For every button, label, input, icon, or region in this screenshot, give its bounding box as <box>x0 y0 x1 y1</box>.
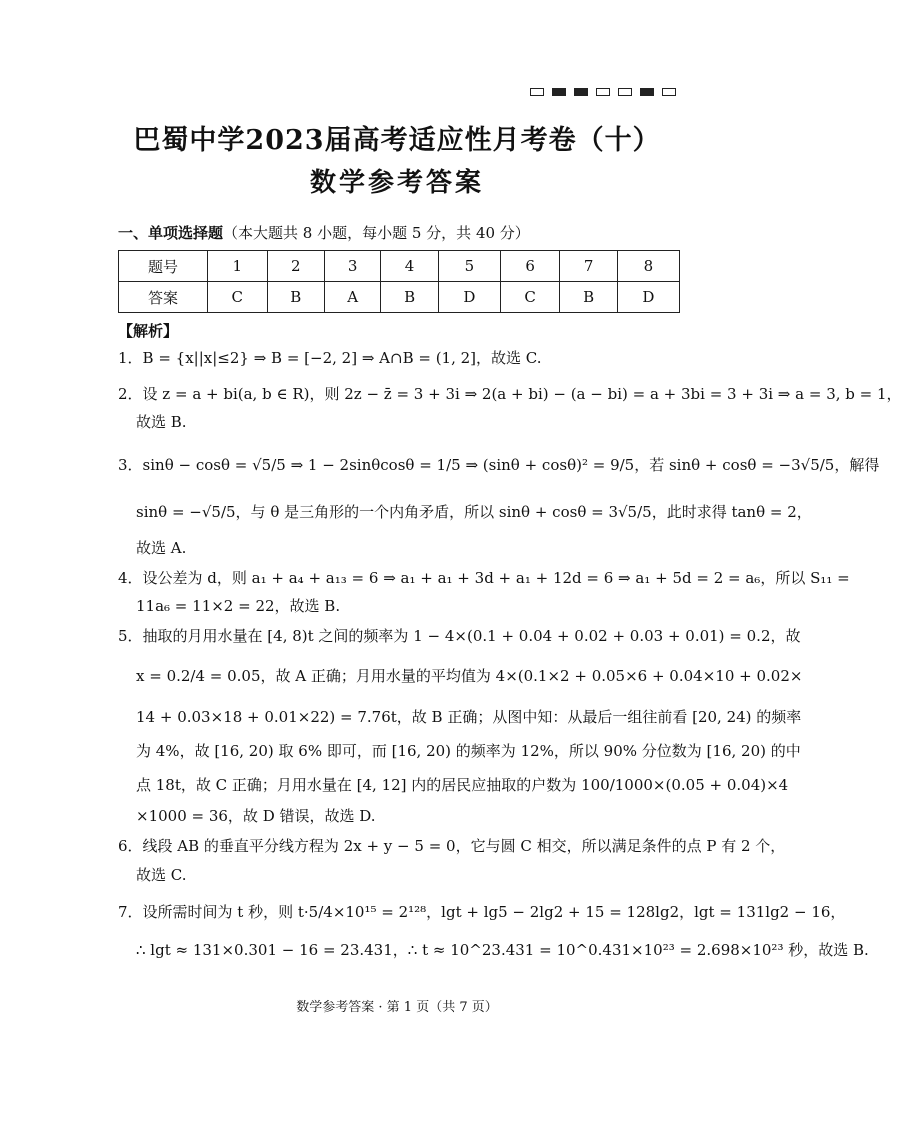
solution-7-line: 7．设所需时间为 t 秒，则 t·5/4×10¹⁵ = 2¹²⁸，lgt + lg5 − 2lg2 + 15 = 128lg2，lgt = 131lg2 − 16， <box>118 903 846 921</box>
section-heading <box>118 222 530 243</box>
solution-5-line: x = 0.2/4 = 0.05，故 A 正确；月用水量的平均值为 4×(0.1×2 + 0.05×6 + 0.04×10 + 0.02× <box>136 667 803 685</box>
solution-6-line: 故选 C. <box>136 866 187 884</box>
solution-5-line: 为 4%，故 [16, 20) 取 6% 即可，而 [16, 20) 的频率为 12%，所以 90% 分位数为 [16, 20) 的中 <box>136 742 801 760</box>
table-cell: C <box>208 282 268 313</box>
page-title: 巴蜀中学2023届高考适应性月考卷（十） <box>133 125 661 156</box>
solution-5-line: 14 + 0.03×18 + 0.01×22) = 7.76t，故 B 正确；从图中知：从最后一组往前看 [20, 24) 的频率 <box>136 708 802 726</box>
table-cell: 1 <box>208 251 268 282</box>
solution-3-line: 3．sinθ − cosθ = √5/5 ⇒ 1 − 2sinθcosθ = 1/5 ⇒ (sinθ + cosθ)² = 9/5，若 sinθ + cosθ = −3√5/5，解得 <box>118 456 880 474</box>
header-mark <box>530 88 544 96</box>
header-mark <box>552 88 566 96</box>
header-mark <box>618 88 632 96</box>
table-cell: 7 <box>560 251 617 282</box>
header-mark <box>662 88 676 96</box>
solution-4-line: 4．设公差为 d，则 a₁ + a₄ + a₁₃ = 6 ⇒ a₁ + a₁ + 3d + a₁ + 12d = 6 ⇒ a₁ + 5d = 2 = a₆，所以 S₁₁ = <box>118 569 850 587</box>
table-cell: C <box>500 282 560 313</box>
solution-4-line: 11a₆ = 11×2 = 22，故选 B. <box>136 597 341 615</box>
table-cell: D <box>438 282 500 313</box>
solution-2-line: 2．设 z = a + bi(a, b ∈ R)，则 2z − z̄ = 3 + 3i ⇒ 2(a + bi) − (a − bi) = a + 3bi = 3 + 3i ⇒ a = 3, b = 1， <box>118 385 902 403</box>
table-cell: D <box>617 282 679 313</box>
table-cell: 2 <box>267 251 324 282</box>
table-row <box>119 251 680 282</box>
table-cell: 题号 <box>119 251 208 282</box>
answer-table <box>118 250 680 313</box>
solution-1: 1．B = {x||x|≤2} ⇒ B = [−2, 2] ⇒ A∩B = (1, 2]，故选 C. <box>118 349 542 367</box>
header-mark <box>574 88 588 96</box>
table-cell: A <box>324 282 380 313</box>
solution-5-line: 点 18t，故 C 正确；月用水量在 [4, 12] 内的居民应抽取的户数为 100/1000×(0.05 + 0.04)×4 <box>136 776 789 794</box>
table-cell: 4 <box>381 251 438 282</box>
solution-6-line: 6．线段 AB 的垂直平分线方程为 2x + y − 5 = 0，它与圆 C 相交，所以满足条件的点 P 有 2 个， <box>118 837 786 855</box>
table-cell: 6 <box>500 251 560 282</box>
section-title: 一、单项选择题 <box>118 224 224 242</box>
solution-3-line: sinθ = −√5/5，与 θ 是三角形的一个内角矛盾，所以 sinθ + cosθ = 3√5/5，此时求得 tanθ = 2， <box>136 503 812 521</box>
header-mark <box>640 88 654 96</box>
table-cell: B <box>560 282 617 313</box>
table-row <box>119 282 680 313</box>
page-subtitle: 数学参考答案 <box>309 168 484 198</box>
table-cell: 答案 <box>119 282 208 313</box>
table-cell: 8 <box>617 251 679 282</box>
solution-7-line: ∴ lgt ≈ 131×0.301 − 16 = 23.431，∴ t ≈ 10^23.431 = 10^0.431×10²³ = 2.698×10²³ 秒，故选 B. <box>136 941 869 959</box>
table-cell: 5 <box>438 251 500 282</box>
table-cell: B <box>381 282 438 313</box>
header-mark <box>596 88 610 96</box>
solution-5-line: 5．抽取的月用水量在 [4, 8)t 之间的频率为 1 − 4×(0.1 + 0.04 + 0.02 + 0.03 + 0.01) = 0.2，故 <box>118 627 801 645</box>
table-cell: B <box>267 282 324 313</box>
solution-3-line: 故选 A. <box>136 539 187 557</box>
analysis-label: 【解析】 <box>118 322 179 340</box>
page-footer: 数学参考答案 · 第 1 页（共 7 页） <box>296 1000 498 1015</box>
solution-5-line: ×1000 = 36，故 D 错误，故选 D. <box>136 807 376 825</box>
section-note: （本大题共 8 小题，每小题 5 分，共 40 分） <box>223 224 530 242</box>
header-marks <box>530 88 676 96</box>
solution-2-line: 故选 B. <box>136 413 187 431</box>
table-cell: 3 <box>324 251 380 282</box>
